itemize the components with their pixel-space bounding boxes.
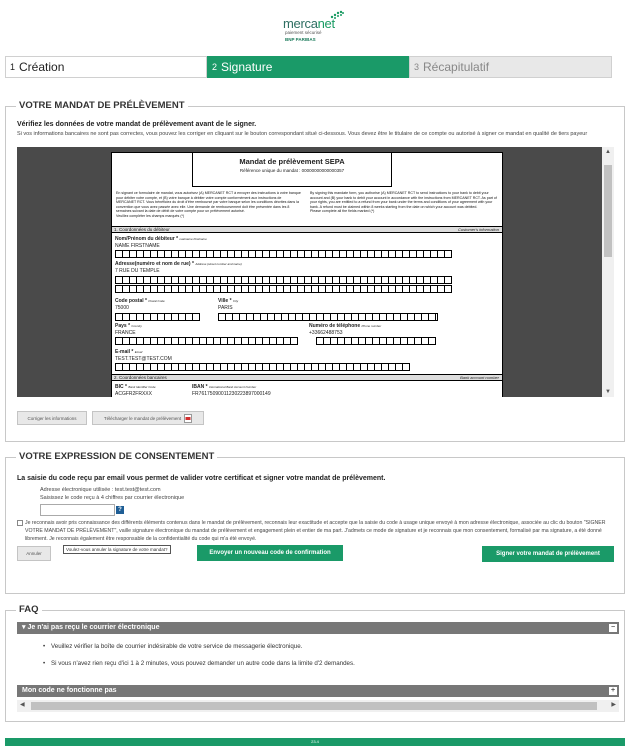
name-value: NAME FIRSTNAME (115, 243, 160, 249)
footer-version: 23.4 (5, 738, 625, 746)
sign-mandate-button[interactable]: Signer votre mandat de prélèvement (482, 546, 614, 562)
email-used: Adresse électronique utilisée : test.test@test.com (40, 487, 161, 493)
intro-fr: En signant ce formulaire de mandat, vous autorisez (A) MERCANET RCT à envoyer des instructions à votre banque pour débiter votre compte, et (B) votre banque à débiter votre compte conformément aux instructions de MERCANET RCT. Vous bénéficiez du droit d'être remboursé par votre banque selon les conditions décrites dans la convention que vous avez passée avec elle. Une demande de remboursement doit être présentée dans les 8 semaines suivant la date de débit de votre compte pour un prélèvement autorisé. Veuillez compléter les champs marqués (*) (116, 191, 301, 218)
consent-legend: VOTRE EXPRESSION DE CONSENTEMENT (16, 451, 217, 462)
section-bank: 2. Coordonnées bancaires Bank account number (112, 374, 502, 381)
iban-value: FR76175090011230223897000149 (192, 391, 271, 397)
email-label: E-mail * Email (115, 349, 143, 355)
scroll-left-icon[interactable]: ◀ (20, 702, 25, 708)
pdf-icon (184, 414, 192, 423)
scroll-down-icon[interactable]: ▼ (605, 389, 611, 395)
expand-icon[interactable]: + (610, 687, 616, 694)
mandate-document-viewer[interactable] (17, 147, 614, 397)
address-boxes-2 (115, 285, 452, 293)
postcode-label: Code postal * Postal Code (115, 298, 165, 304)
intro-en: By signing this mandate form, you authorise (A) MERCANET RCT to send instructions to your bank to debit your account and (B) your bank to debit your account in accordance with the instructions from MERCANET RCT. As part of your rights, you are entitled to a refund from your bank under the terms and conditions of your agreement with your bank. A refund must be claimed within 8 weeks starting from the date on which your account was debited. Please complete all the fields marked (*) (310, 191, 497, 214)
terms-checkbox[interactable] (17, 520, 23, 526)
code-prompt: Saisissez le code reçu à 4 chiffres par courrier électronique (40, 495, 185, 501)
mercanet-logo (283, 10, 353, 44)
mandate-document (111, 152, 503, 397)
consent-section (5, 451, 625, 594)
verify-text: Si vos informations bancaires ne sont pas correctes, vous pouvez les corriger en cliquant sur le bouton correspondant situé ci-dessous. Vous devez être le titulaire de ce compte ou autorisé à signer ce mandat en qualité de tiers payeur (17, 131, 588, 137)
progress-steps (5, 56, 612, 78)
faq-question-no-email[interactable]: ▾ Je n'ai pas reçu le courrier électronique − (17, 622, 619, 634)
step-creation: 1 Création (5, 56, 207, 78)
hscroll-thumb[interactable] (31, 702, 597, 710)
city-value: PARIS (218, 305, 233, 311)
postcode-boxes (115, 313, 200, 321)
name-boxes (115, 250, 452, 258)
country-value: FRANCE (115, 330, 136, 336)
faq-answer-2: • Si vous n'avez rien reçu d'ici 1 à 2 minutes, vous pouvez demander un autre code dans la limite d'2 demandes. (51, 660, 355, 667)
email-value: TEST.TEST@TEST.COM (115, 356, 172, 362)
faq-section (5, 604, 625, 722)
document-reference: Référence unique du mandat : 00000000000000357 (239, 168, 345, 173)
cancel-button[interactable]: Annuler (17, 546, 51, 561)
iban-label: IBAN * International Bank Account Number (192, 384, 257, 390)
country-boxes (115, 337, 298, 345)
email-boxes (115, 363, 410, 371)
logo-tagline: paiement sécurisé (285, 30, 322, 35)
faq-question-code-not-working[interactable]: Mon code ne fonctionne pas + (17, 685, 619, 697)
step-signature: 2 Signature (207, 56, 409, 78)
correct-info-button[interactable]: Corriger les informations (17, 411, 87, 425)
viewer-scrollbar[interactable] (602, 147, 614, 397)
bic-value: ACGFR2FRXXX (115, 391, 152, 397)
document-header (192, 153, 392, 187)
city-label: Ville * City (218, 298, 239, 304)
city-boxes (218, 313, 438, 321)
code-input[interactable] (40, 504, 115, 516)
scrollbar-thumb[interactable] (604, 165, 612, 257)
mandate-section (5, 100, 625, 442)
collapse-icon[interactable]: − (610, 624, 616, 631)
postcode-value: 75000 (115, 305, 129, 311)
step-recapitulatif: 3 Récapitulatif (409, 56, 612, 78)
phone-boxes (316, 337, 436, 345)
scroll-right-icon[interactable]: ▶ (611, 702, 616, 708)
consent-intro: La saisie du code reçu par email vous permet de valider votre certificat et signer votre mandat de prélèvement. (17, 475, 386, 482)
terms-text: Je reconnais avoir pris connaissance des différents éléments contenus dans le mandat de prélèvement, reconnais leur exactitude et accepte que la saisie du code à usage unique envoyé à mon adresse électronique, associée au clic du bouton "SIGNER VOTRE MANDAT DE PRÉLÈVEMENT", vaille signature électronique du mandat de prélèvement et engagement plein et entier de ma part. J'admets ce mode de signature et je reconnais que mon consentement, formalisé par ma signature, a été donné librement. Je reconnais également être responsable de la confidentialité du code qui m'a été envoyé. (25, 520, 606, 542)
download-mandate-button[interactable]: Télécharger le mandat de prélèvement (92, 411, 204, 425)
address-value: 7 RUE DU TEMPLE (115, 268, 160, 274)
help-icon[interactable]: ? (116, 506, 124, 514)
phone-label: Numéro de téléphone Phone number (309, 323, 382, 329)
document-title: Mandat de prélèvement SEPA (239, 157, 345, 166)
bic-label: BIC * Bank Identifier Code (115, 384, 156, 390)
country-label: Pays * Country (115, 323, 142, 329)
resend-code-button[interactable]: Envoyer un nouveau code de confirmation (197, 545, 343, 561)
name-label: Nom/Prénom du débiteur * Lastname Firstname (115, 236, 207, 242)
faq-legend: FAQ (16, 604, 42, 615)
faq-horizontal-scrollbar[interactable] (17, 700, 619, 712)
faq-answer-1: • Veuillez vérifier la boîte de courrier indésirable de votre service de messagerie électronique. (51, 643, 302, 650)
section-debtor: 1. Coordonnées du débiteur Customer's information (112, 226, 502, 233)
caret-down-icon: ▾ (22, 624, 28, 631)
logo-partner: BNP PARIBAS (285, 37, 316, 42)
logo-wordmark: mercanet (283, 16, 335, 31)
phone-value: +33662488753 (309, 330, 343, 336)
address-boxes-1 (115, 276, 452, 284)
verify-title: Vérifiez les données de votre mandat de prélèvement avant de le signer. (17, 121, 257, 128)
address-label: Adresse(numéro et nom de rue) * Address (street number and name) (115, 261, 242, 267)
mandate-legend: VOTRE MANDAT DE PRÉLÈVEMENT (16, 100, 188, 111)
scroll-up-icon[interactable]: ▲ (605, 149, 611, 155)
cancel-tooltip: Voulez-vous annuler la signature de votre mandat? (63, 545, 171, 554)
